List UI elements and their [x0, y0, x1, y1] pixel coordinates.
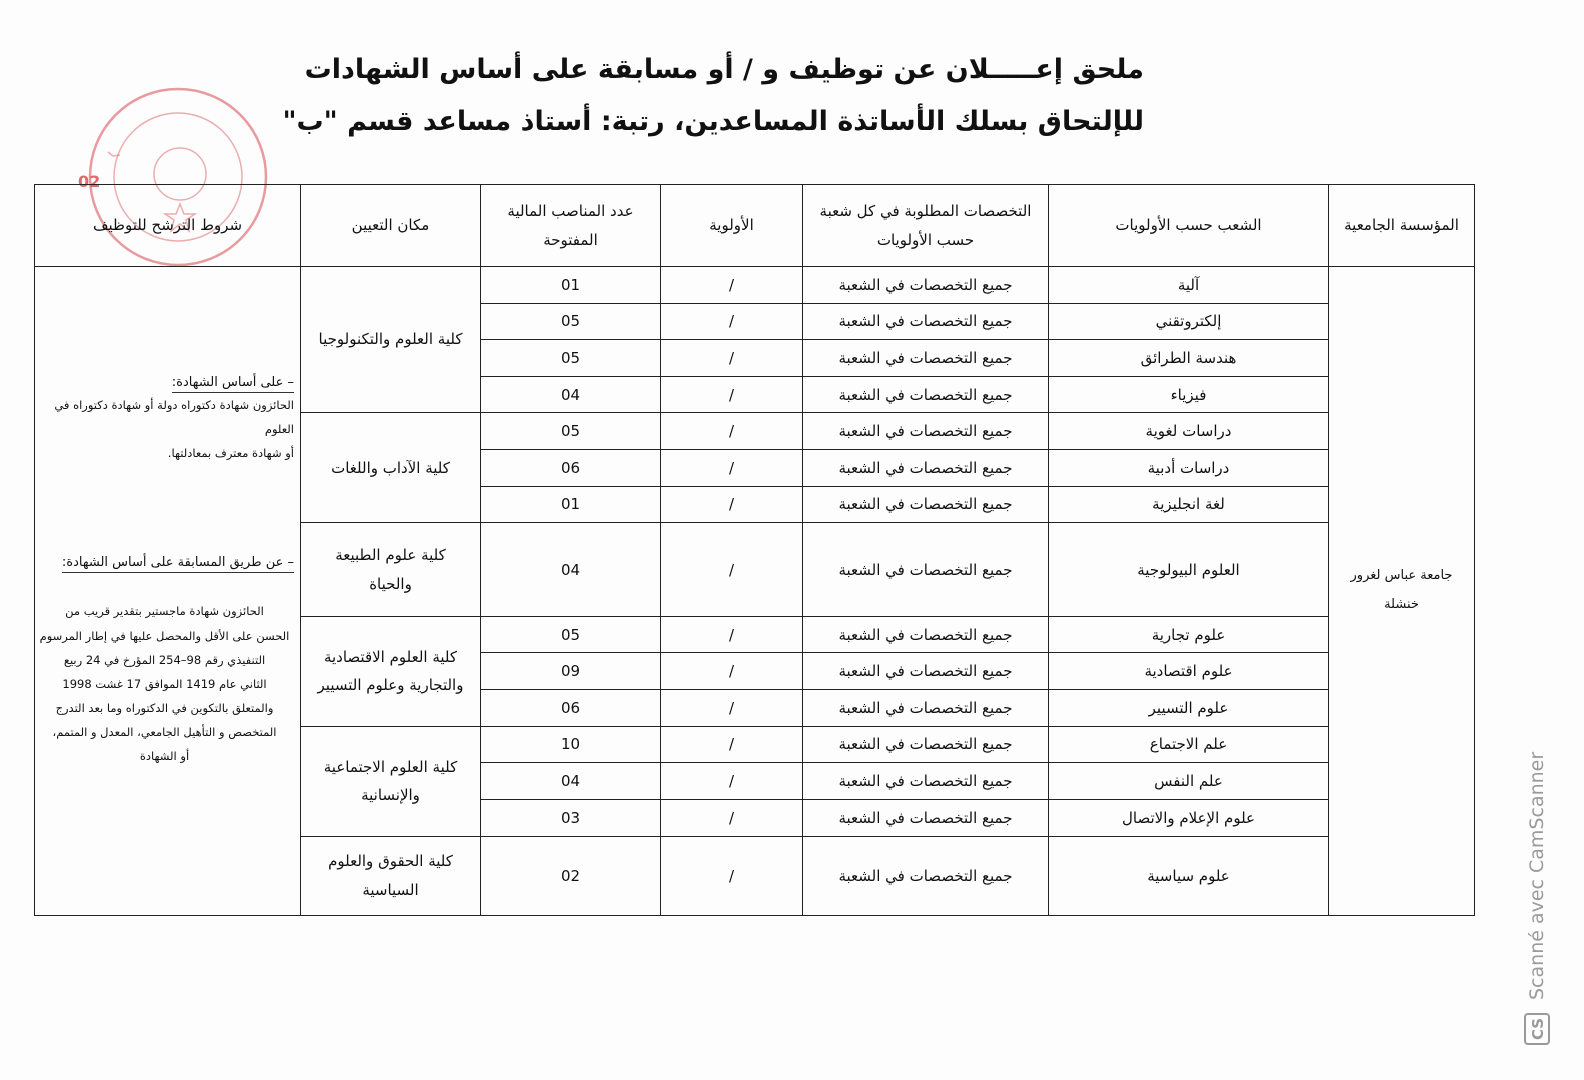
condition-line: المتخصص و التأهيل الجامعي، المعدل و المتمم، [52, 725, 277, 740]
positions-table [34, 184, 1475, 916]
specialty-cell: جميع التخصصات في الشعبة [803, 340, 1049, 377]
positions-cell: 10 [481, 726, 661, 763]
condition-line: أو الشهادة [139, 749, 190, 764]
field-cell: لغة انجليزية [1049, 486, 1329, 523]
field-cell: علوم سياسية [1049, 836, 1329, 916]
header-institution: المؤسسة الجامعية [1329, 185, 1475, 267]
watermark-text: Scanné avec CamScanner [1526, 751, 1548, 1000]
field-cell: إلكتروتقني [1049, 303, 1329, 340]
field-cell: علوم التسيير [1049, 690, 1329, 727]
table-row [35, 267, 1475, 304]
field-cell: آلية [1049, 267, 1329, 304]
priority-cell: / [661, 267, 803, 304]
positions-cell: 04 [481, 376, 661, 413]
specialty-cell: جميع التخصصات في الشعبة [803, 413, 1049, 450]
specialty-cell: جميع التخصصات في الشعبة [803, 763, 1049, 800]
positions-cell: 05 [481, 340, 661, 377]
specialty-cell: جميع التخصصات في الشعبة [803, 376, 1049, 413]
priority-cell: / [661, 376, 803, 413]
specialty-cell: جميع التخصصات في الشعبة [803, 616, 1049, 653]
condition-line: العلوم [264, 422, 294, 437]
positions-cell: 06 [481, 450, 661, 487]
specialty-cell: جميع التخصصات في الشعبة [803, 726, 1049, 763]
field-cell: دراسات أدبية [1049, 450, 1329, 487]
specialty-cell: جميع التخصصات في الشعبة [803, 523, 1049, 617]
field-cell: دراسات لغوية [1049, 413, 1329, 450]
priority-cell: / [661, 616, 803, 653]
priority-cell: / [661, 340, 803, 377]
condition-line: والمتعلق بالتكوين في الدكتوراه وما بعد التدرج [55, 700, 274, 715]
header-location: مكان التعيين [301, 185, 481, 267]
priority-cell: / [661, 763, 803, 800]
condition-line: الحائزون شهادة ماجستير بتقدير قريب من [65, 604, 264, 619]
faculty-cell: كلية العلوم الاقتصادية والتجارية وعلوم التسيير [301, 616, 481, 726]
priority-cell: / [661, 413, 803, 450]
priority-cell: / [661, 836, 803, 916]
field-cell: هندسة الطرائق [1049, 340, 1329, 377]
faculty-cell: كلية الحقوق والعلوم السياسية [301, 836, 481, 916]
specialty-cell: جميع التخصصات في الشعبة [803, 450, 1049, 487]
priority-cell: / [661, 690, 803, 727]
header-specialties: التخصصات المطلوبة في كل شعبة حسب الأولويات [803, 185, 1049, 267]
positions-cell: 04 [481, 763, 661, 800]
specialty-cell: جميع التخصصات في الشعبة [803, 690, 1049, 727]
condition-line: الحسن على الأقل والمحصل عليها في إطار المرسوم [39, 628, 290, 643]
positions-cell: 04 [481, 523, 661, 617]
condition-line: أو شهادة معترف بمعادلتها. [167, 446, 294, 461]
condition-line: الثاني عام 1419 الموافق 17 غشت 1998 [62, 676, 267, 691]
priority-cell: / [661, 799, 803, 836]
field-cell: فيزياء [1049, 376, 1329, 413]
condition-line: التنفيذي رقم 98–254 المؤرخ في 24 ربيع [63, 652, 266, 667]
condition-heading-2: – عن طريق المسابقة على أساس الشهادة: [62, 555, 294, 573]
watermark-logo-text: CS [1529, 1017, 1547, 1040]
specialty-cell: جميع التخصصات في الشعبة [803, 303, 1049, 340]
faculty-cell: كلية علوم الطبيعة والحياة [301, 523, 481, 617]
specialty-cell: جميع التخصصات في الشعبة [803, 267, 1049, 304]
field-cell: علوم الإعلام والاتصال [1049, 799, 1329, 836]
specialty-cell: جميع التخصصات في الشعبة [803, 653, 1049, 690]
specialty-cell: جميع التخصصات في الشعبة [803, 799, 1049, 836]
positions-cell: 01 [481, 267, 661, 304]
positions-cell: 09 [481, 653, 661, 690]
table-body [35, 267, 1475, 916]
specialty-cell: جميع التخصصات في الشعبة [803, 486, 1049, 523]
specialty-cell: جميع التخصصات في الشعبة [803, 836, 1049, 916]
header-conditions: شروط الترشح للتوظيف [35, 185, 301, 267]
priority-cell: / [661, 303, 803, 340]
title-line-1: ملحق إعـــــلان عن توظيف و / أو مسابقة على أساس الشهادات [304, 54, 1144, 85]
header-priority: الأولوية [661, 185, 803, 267]
priority-cell: / [661, 523, 803, 617]
positions-cell: 03 [481, 799, 661, 836]
positions-cell: 02 [481, 836, 661, 916]
faculty-cell: كلية الآداب واللغات [301, 413, 481, 523]
field-cell: علم النفس [1049, 763, 1329, 800]
positions-cell: 05 [481, 413, 661, 450]
camscanner-watermark [1524, 690, 1550, 1050]
priority-cell: / [661, 486, 803, 523]
stamp-number: 02 [78, 172, 101, 191]
conditions-cell [35, 267, 301, 916]
priority-cell: / [661, 450, 803, 487]
faculty-cell: كلية العلوم الاجتماعية والإنسانية [301, 726, 481, 836]
priority-cell: / [661, 653, 803, 690]
positions-cell: 01 [481, 486, 661, 523]
title-line-2: للإلتحاق بسلك الأساتذة المساعدين، رتبة: أستاذ مساعد قسم "ب" [282, 106, 1144, 137]
condition-heading-1: – على أساس الشهادة: [172, 375, 294, 393]
positions-cell: 05 [481, 616, 661, 653]
positions-cell: 05 [481, 303, 661, 340]
field-cell: علم الاجتماع [1049, 726, 1329, 763]
condition-line: الحائزون شهادة دكتوراه دولة أو شهادة دكتوراه في [54, 398, 294, 412]
institution-cell: جامعة عباس لغرور خنشلة [1329, 267, 1475, 916]
header-field: الشعب حسب الأولويات [1049, 185, 1329, 267]
field-cell: العلوم البيولوجية [1049, 523, 1329, 617]
faculty-cell: كلية العلوم والتكنولوجيا [301, 267, 481, 413]
field-cell: علوم اقتصادية [1049, 653, 1329, 690]
field-cell: علوم تجارية [1049, 616, 1329, 653]
positions-cell: 06 [481, 690, 661, 727]
priority-cell: / [661, 726, 803, 763]
header-positions: عدد المناصب المالية المفتوحة [481, 185, 661, 267]
